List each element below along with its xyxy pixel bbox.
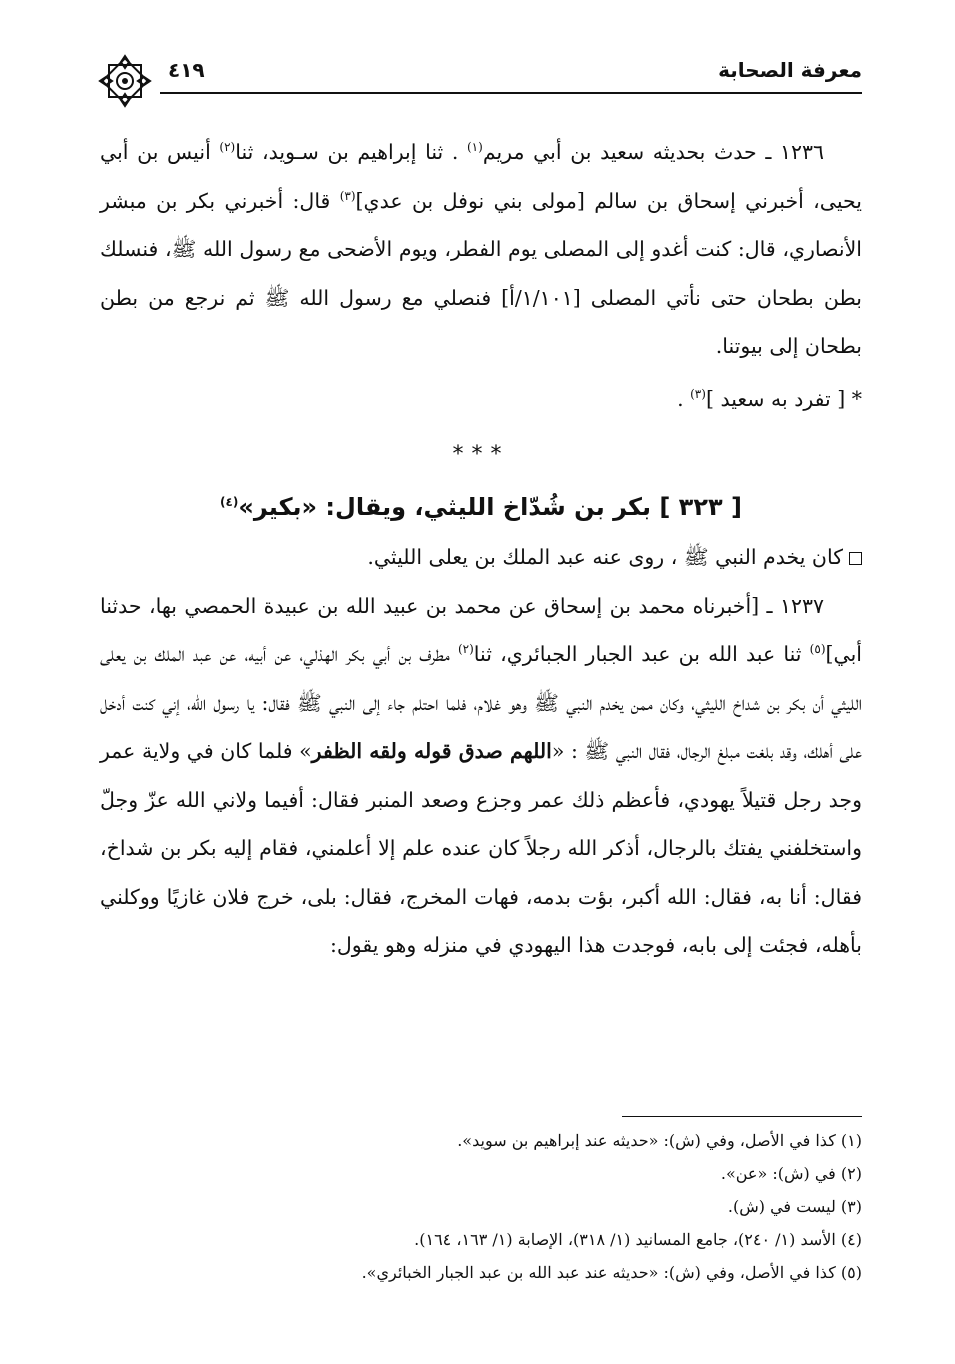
hadith-1236: ١٢٣٦ ـ حدث بحديثه سعيد بن أبي مريم$^{(١)}$ . ثنا إبراهيم بن سـويد، ثنا$^{(٢)}$ أنيس بن أبي يحيى، أخبرني إسحاق بن سالم [مولى بني نوفل بن عدي]$^{(٣)}$ قال: أخبرني بكر بن مبشر الأنصاري، قال: كنت أغدو إلى المصلى يوم الفطر، ويوم الأضحى مع رسول الله ﷺ، فنسلك بطن بطحان حتى نأتي المصلى [١/١٠١/أ] فنصلي مع رسول الله ﷺ ثم نرجع من بطن بطحان إلى بيوتنا. bbox=[100, 140, 862, 358]
footnote-item: (٣) ليست في (ش). bbox=[727, 1197, 862, 1216]
square-bullet-icon bbox=[849, 552, 862, 565]
footnote-ref: (٥) bbox=[809, 642, 826, 657]
footnote-ref: (٤) bbox=[220, 495, 239, 509]
footnote-item: (١) كذا في الأصل، وفي (ش): «حديثه عند إبراهيم بن سويد». bbox=[457, 1131, 862, 1150]
footnote-ref: (٣) bbox=[339, 188, 356, 203]
footnotes bbox=[100, 1124, 862, 1289]
header-divider bbox=[160, 92, 862, 94]
section-separator: *** bbox=[452, 442, 510, 467]
prophetic-quote: اللهم صدق قوله ولقه الظفر bbox=[311, 739, 552, 763]
footnote-divider bbox=[622, 1116, 862, 1117]
page-header bbox=[100, 52, 862, 98]
hadith-1237: ١٢٣٧ ـ [أخبرناه محمد بن إسحاق عن محمد بن عبيد الله بن عبيدة الحمصي بها، حدثنا أبي]$^{(٥)}$ ثنا عبد الله بن عبد الجبار الجبائري، ثنا$^{(٢)}$ مطرف بن أبي بكر الهذلي، عن أبيه، عن عبد الملك بن يعلى الليثي أن بكر بن شداخ الليثي، وكان ممن يخدم النبي ﷺ وهو غلام، فلما احتلم جاء إلى النبي ﷺ فقال: يا رسول الله، إني كنت أدخل على أهلك، وقد بلغت مبلغ الرجال، فقال النبي ﷺ : «اللهم صدق قوله ولقه الظفر» فلما كان في ولاية عمر وجد رجل قتيلاً يهودي، فأعظم ذلك عمر وجزع وصعد المنبر فقال: أفيما ولاني الله عزّ وجلّ واستخلفني يفتك بالرجال، أذكر الله رجلاً كان عنده علم إلا أعلمني، فقام إليه بكر بن شداخ، فقال: أنا به، فقال: الله أكبر، بؤت بدمه، فهات المخرج، فقال: بلى، خرج فلان غازيًا ووكلني بأهله، فجئت إلى بابه، فوجدت هذا اليهودي في منزله وهو يقول: bbox=[100, 593, 862, 957]
footnote-item: (٢) في (ش): «عن». bbox=[720, 1164, 862, 1183]
isolation-note: * [ تفرد به سعيد ]$^{(٣)}$ . bbox=[677, 386, 862, 411]
footnote-ref: (٢) bbox=[219, 140, 236, 155]
section-heading: [ ٣٢٣ ] بكر بن شُدّاخ الليثي، ويقال: «بكير»$^{(٤)}$ bbox=[220, 493, 742, 521]
ornament-star-icon bbox=[96, 52, 154, 110]
footnote-ref: (٣) bbox=[690, 386, 706, 401]
biography-line: كان يخدم النبي ﷺ ، روى عنه عبد الملك بن يعلى الليثي. bbox=[100, 533, 862, 582]
main-text bbox=[100, 128, 862, 970]
running-title: معرفة الصحابة bbox=[718, 58, 862, 82]
footnote-ref: (٢) bbox=[457, 642, 474, 657]
footnote-ref: (١) bbox=[466, 140, 483, 155]
footnote-item: (٤) الأسد (١/ ٢٤٠)، جامع المسانيد (١/ ٣١٨)، الإصابة (١/ ١٦٣، ١٦٤). bbox=[414, 1230, 862, 1249]
page-number: ٤١٩ bbox=[168, 58, 205, 82]
footnote-item: (٥) كذا في الأصل، وفي (ش): «حديثه عند عبد الله بن عبد الجبار الخبائري». bbox=[361, 1263, 862, 1282]
